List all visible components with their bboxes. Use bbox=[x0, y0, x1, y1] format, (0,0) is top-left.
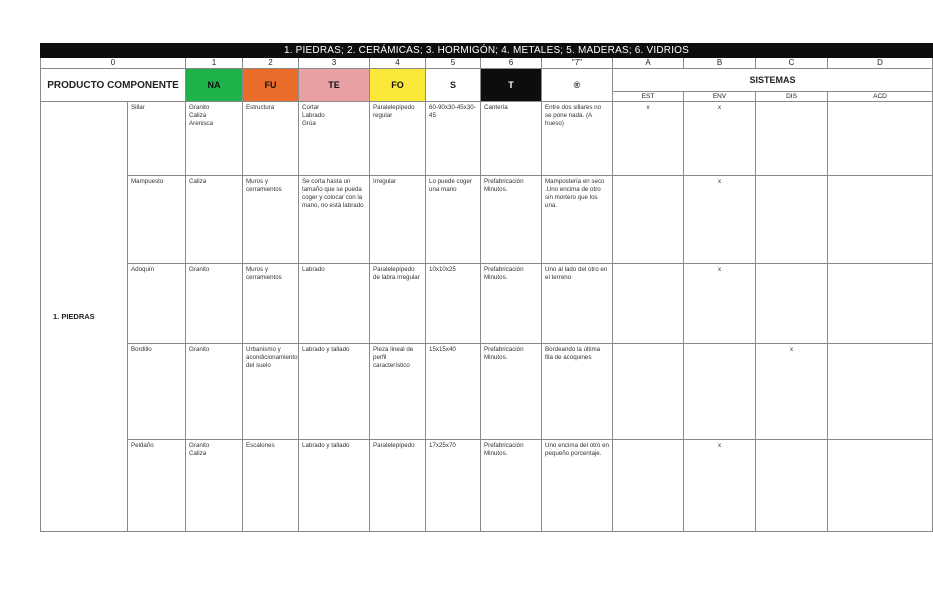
cell-est bbox=[613, 344, 684, 440]
cell-producto: Bordillo bbox=[128, 344, 186, 440]
header-na: NA bbox=[186, 69, 243, 102]
header-t: T bbox=[481, 69, 542, 102]
cell-dis bbox=[756, 264, 828, 344]
cell-t: Cantería bbox=[481, 102, 542, 176]
cell-fo: Paralelepípedo regular bbox=[370, 102, 426, 176]
cell-fo: Paralelepípedo bbox=[370, 440, 426, 532]
header-te: TE bbox=[299, 69, 370, 102]
cell-fu: Muros y cerramientos bbox=[243, 264, 299, 344]
subheader-env: ENV bbox=[684, 92, 756, 102]
cell-te: Labrado y tallado bbox=[299, 344, 370, 440]
cell-na: Caliza bbox=[186, 176, 243, 264]
col-number: 1 bbox=[186, 58, 243, 69]
cell-env: x bbox=[684, 176, 756, 264]
cell-seven: Uno al lado del otro en el terreno bbox=[542, 264, 613, 344]
cell-s: Lo puede coger una mano bbox=[426, 176, 481, 264]
cell-dis bbox=[756, 440, 828, 532]
cell-producto: Mampuesto bbox=[128, 176, 186, 264]
col-number: B bbox=[684, 58, 756, 69]
cell-t: Prefabricación Minutos. bbox=[481, 440, 542, 532]
cell-env: x bbox=[684, 102, 756, 176]
cell-acd bbox=[828, 102, 933, 176]
cell-acd bbox=[828, 176, 933, 264]
header-s: S bbox=[426, 69, 481, 102]
subheader-dis: DIS bbox=[756, 92, 828, 102]
subheader-est: EST bbox=[613, 92, 684, 102]
header-seven: ® bbox=[542, 69, 613, 102]
cell-est: x bbox=[613, 102, 684, 176]
subheader-acd: ACD bbox=[828, 92, 933, 102]
table-row bbox=[41, 264, 933, 344]
table-row bbox=[41, 440, 933, 532]
header-fu: FU bbox=[243, 69, 299, 102]
cell-est bbox=[613, 440, 684, 532]
cell-s: 60-90x30-45x30-45 bbox=[426, 102, 481, 176]
category-label: 1. PIEDRAS bbox=[41, 102, 128, 532]
cell-te: Labrado y tallado bbox=[299, 440, 370, 532]
col-number: 5 bbox=[426, 58, 481, 69]
cell-env bbox=[684, 344, 756, 440]
cell-s: 15x15x40 bbox=[426, 344, 481, 440]
cell-acd bbox=[828, 440, 933, 532]
column-numbers-row bbox=[41, 58, 933, 69]
col-number: 2 bbox=[243, 58, 299, 69]
cell-seven: Uno encima del otro en pequeño porcentaje. bbox=[542, 440, 613, 532]
cell-producto: Peldaño bbox=[128, 440, 186, 532]
cell-dis bbox=[756, 176, 828, 264]
cell-te: Se corta hasta un tamaño que se pueda coger y colocar con la mano, no está labrado bbox=[299, 176, 370, 264]
cell-acd bbox=[828, 264, 933, 344]
cell-na: Granito Caliza bbox=[186, 440, 243, 532]
cell-te: Labrado bbox=[299, 264, 370, 344]
col-number: 4 bbox=[370, 58, 426, 69]
banner-title: 1. PIEDRAS; 2. CERÁMICAS; 3. HORMIGÓN; 4. METALES; 5. MADERAS; 6. VIDRIOS bbox=[41, 44, 933, 58]
col-number: C bbox=[756, 58, 828, 69]
col-number: "7" bbox=[542, 58, 613, 69]
cell-est bbox=[613, 264, 684, 344]
cell-seven: Bordeando la última fila de acoquines bbox=[542, 344, 613, 440]
cell-dis: x bbox=[756, 344, 828, 440]
table-row bbox=[41, 102, 933, 176]
table-row bbox=[41, 344, 933, 440]
cell-t: Prefabricación Minutos. bbox=[481, 264, 542, 344]
header-sistemas: SISTEMAS bbox=[613, 69, 933, 92]
cell-fo: Pieza lineal de perfil característico bbox=[370, 344, 426, 440]
cell-te: Cortar Labrado Grúa bbox=[299, 102, 370, 176]
cell-env: x bbox=[684, 440, 756, 532]
cell-na: Granito bbox=[186, 344, 243, 440]
table-row bbox=[41, 176, 933, 264]
col-number: 0 bbox=[41, 58, 186, 69]
cell-fo: Paralelepípedo de labra irregular bbox=[370, 264, 426, 344]
cell-producto: Sillar bbox=[128, 102, 186, 176]
cell-seven: Entre dos sillares no se pone nada. (A hueso) bbox=[542, 102, 613, 176]
col-number: D bbox=[828, 58, 933, 69]
product-table bbox=[40, 43, 933, 532]
cell-seven: Mampostería en seco .Uno encima de otro sin mortero que los una. bbox=[542, 176, 613, 264]
header-producto-componente: PRODUCTO COMPONENTE bbox=[41, 69, 186, 102]
cell-dis bbox=[756, 102, 828, 176]
cell-na: Granito Caliza Arenisca bbox=[186, 102, 243, 176]
cell-est bbox=[613, 176, 684, 264]
cell-s: 17x25x70 bbox=[426, 440, 481, 532]
cell-acd bbox=[828, 344, 933, 440]
cell-fu: Escalones bbox=[243, 440, 299, 532]
cell-t: Prefabricación Minutos. bbox=[481, 344, 542, 440]
cell-t: Prefabricación Minutos. bbox=[481, 176, 542, 264]
cell-s: 10x10x25 bbox=[426, 264, 481, 344]
header-row bbox=[41, 69, 933, 92]
col-number: 3 bbox=[299, 58, 370, 69]
cell-fu: Urbanismo y acondicionamiento del suelo bbox=[243, 344, 299, 440]
header-fo: FO bbox=[370, 69, 426, 102]
cell-fu: Muros y cerramientos bbox=[243, 176, 299, 264]
col-number: A bbox=[613, 58, 684, 69]
cell-producto: Adoquín bbox=[128, 264, 186, 344]
cell-fu: Estructura bbox=[243, 102, 299, 176]
product-sheet bbox=[40, 43, 887, 532]
cell-na: Granito bbox=[186, 264, 243, 344]
cell-env: x bbox=[684, 264, 756, 344]
cell-fo: Irregular bbox=[370, 176, 426, 264]
col-number: 6 bbox=[481, 58, 542, 69]
